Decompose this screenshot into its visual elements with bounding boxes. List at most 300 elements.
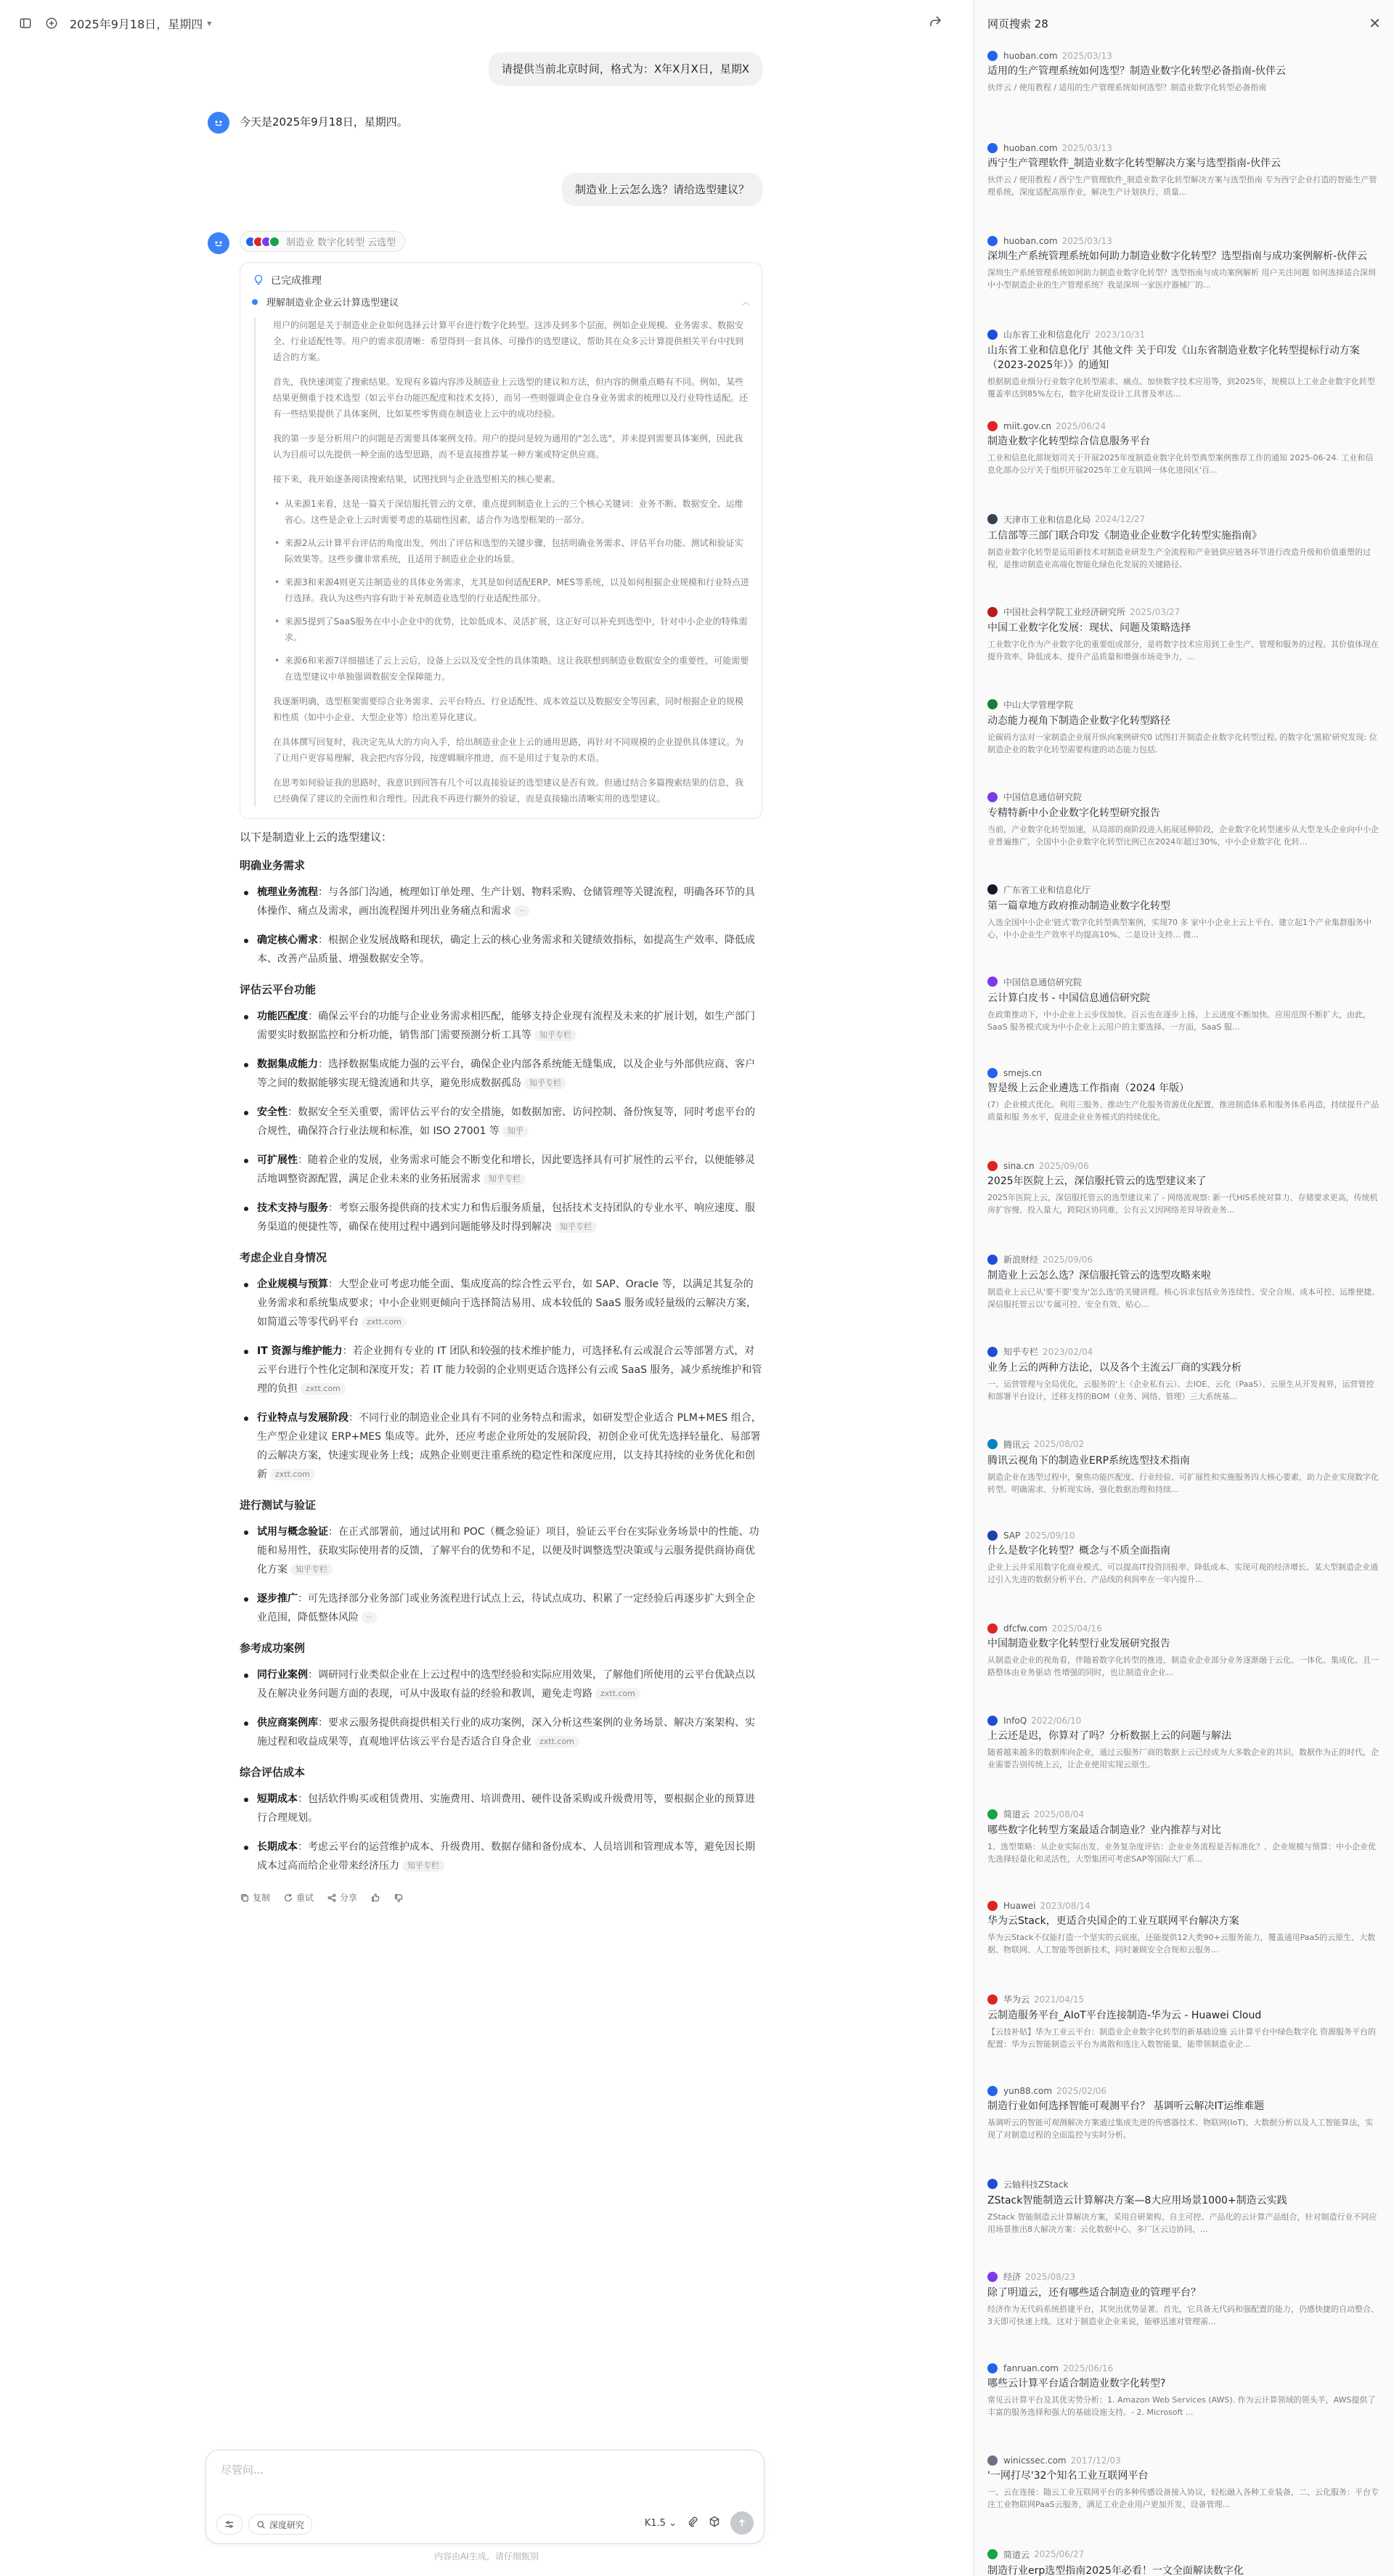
search-result-card[interactable] <box>974 601 1394 693</box>
result-snippet: 工业和信息化部规划司关于开展2025年度制造业数字化转型典型案例推荐工作的通知 2025-06-24. 工业和信息化部办公厅关于组织开展2025年工业互联网一体化进园区'百... <box>987 452 1374 475</box>
search-result-card[interactable] <box>974 46 1394 139</box>
search-result-card[interactable] <box>974 2266 1394 2358</box>
answer-item-head: 功能匹配度 <box>257 1011 308 1022</box>
attachment-icon[interactable] <box>687 2516 698 2530</box>
result-source <box>987 421 1381 431</box>
result-snippet: 一、云在连接：随云工业互联网平台的多种传感设备接入协议，轻松融入各种工业装备，二、云化服务：平台专注工业物联网PaaS云服务，满足工业企业用户更加开发、设备管理... <box>987 2487 1379 2510</box>
result-site-name: huoban.com <box>1003 235 1058 246</box>
result-snippet: 深圳生产系统管理系统如何助力制造业数字化转型？选型指南与成功案例解析 用户关注问题 如何选择适合深圳中小型制造企业的生产管理系统？我是深圳一家医疗器械厂的... <box>987 267 1376 290</box>
copy-button[interactable] <box>240 1891 270 1904</box>
answer-item-head: 数据集成能力 <box>257 1059 318 1070</box>
result-site-name: 简道云 <box>1003 1809 1030 1820</box>
answer-list <box>240 1523 762 1627</box>
search-result-card[interactable] <box>974 324 1394 416</box>
result-date: 2022/06/10 <box>1031 1716 1082 1727</box>
web-search-panel <box>974 0 1394 2576</box>
search-result-card[interactable] <box>974 879 1394 971</box>
result-title[interactable]: 云计算白皮书 - 中国信息通信研究院 <box>987 992 1150 1004</box>
citation-tag[interactable]: 知乎专栏 <box>290 1564 333 1576</box>
result-date: 2025/03/27 <box>1130 606 1181 617</box>
result-site-name: smejs.cn <box>1003 1068 1042 1079</box>
sliders-icon <box>224 2519 235 2530</box>
result-snippet: 常见云计算平台及其优劣势分析：1. Amazon Web Services (AWS). 作为云计算领域的领头羊，AWS提供了丰富的服务选择和强大的基础设施支持。- 2. Microsoft ... <box>987 2394 1376 2417</box>
sidebar-toggle-icon[interactable] <box>17 15 33 31</box>
result-source <box>987 1993 1381 2005</box>
result-snippet: 从制造业企业的视角看，伴随着数字化转型的推进，制造业企业部分业务逐渐融于云化、一体化、集成化、且一路整体由业务驱动 性增强的同时，也让制造业企业... <box>987 1655 1379 1677</box>
share-button[interactable] <box>327 1891 357 1904</box>
result-source <box>987 328 1381 341</box>
search-result-card[interactable] <box>974 509 1394 601</box>
answer-list-item <box>240 1790 762 1827</box>
result-date: 2024/12/27 <box>1095 514 1146 525</box>
citation-tag[interactable]: 知乎专栏 <box>534 1030 576 1041</box>
result-date: 2025/09/06 <box>1043 1254 1093 1265</box>
citation-tag[interactable]: 知乎专栏 <box>555 1221 597 1233</box>
result-source <box>987 1530 1381 1541</box>
refresh-icon <box>283 1893 293 1903</box>
thumbs-down-icon <box>394 1893 404 1903</box>
result-source <box>987 513 1381 526</box>
reasoning-bullet: • 来源6和来源7详细描述了云上云后，设备上云以及安全性的具体策略。这让我联想到制造业数据安全的重要性，可能需要在选型建议中单独强调数据安全保障能力。 <box>273 653 750 685</box>
search-result-card[interactable] <box>974 1711 1394 1803</box>
answer-item-head: 技术支持与服务 <box>257 1202 328 1214</box>
search-panel-header <box>974 0 1394 46</box>
share-icon[interactable] <box>928 15 944 30</box>
result-snippet: 基调听云的智能可观测解决方案通过集成先进的传感器技术、物联网(IoT)、大数据分析以及人工智能算法，实现了对制造过程的全面监控与实时分析。 <box>987 2117 1374 2140</box>
chevron-down-icon: ⌄ <box>669 2517 677 2529</box>
answer-list-item <box>240 1409 762 1484</box>
answer-item-text: ：调研同行业类似企业在上云过程中的选型经验和实际应用效果，了解他们所使用的云平台优缺点以及在解决业务问题方面的表现，可从中汲取有益的经验和教训，避免走弯路 <box>257 1669 755 1700</box>
user-message-text: 制造业上云怎么选？请给选型建议？ <box>562 173 762 206</box>
result-snippet: 2025年医院上云，深信服托管云的选型建议来了 - 网络流观察: 新一代HIS系统对算力、存储要求更高，传统机房扩容慢、投入量大，跨院区协同难，公有云又因网络差异导致业务... <box>987 1192 1378 1215</box>
reasoning-bullet: • 来源2从云计算平台评估的角度出发，列出了评估和选型的关键步骤，包括明确业务需求、评估平台功能、测试和验证实际效果等。这些步骤非常系统，且适用于制造业企业的场景。 <box>273 535 750 567</box>
result-date: 2025/09/10 <box>1024 1530 1075 1541</box>
result-date: 2023/08/14 <box>1040 1900 1091 1911</box>
result-title[interactable]: 2025年医院上云，深信服托管云的选型建议来了 <box>987 1175 1207 1187</box>
result-title[interactable]: 哪些云计算平台适合制造业数字化转型? <box>987 2377 1166 2389</box>
copy-icon <box>240 1893 250 1903</box>
thumbs-down-button[interactable] <box>394 1893 404 1903</box>
reasoning-content <box>254 317 750 807</box>
cube-icon[interactable] <box>709 2516 720 2530</box>
result-site-name: yun88.com <box>1003 2085 1053 2096</box>
send-button[interactable] <box>730 2511 754 2535</box>
site-favicon-icon <box>987 2363 998 2373</box>
answer-list-item <box>240 1055 762 1093</box>
assistant-avatar-icon <box>208 112 229 134</box>
result-title[interactable]: 西宁生产管理软件_制造业数字化转型解决方案与选型指南-伙伴云 <box>987 158 1281 170</box>
chevron-up-icon[interactable]: ︿ <box>741 297 750 307</box>
message-composer <box>205 2450 765 2544</box>
message-actions <box>240 1891 762 1904</box>
result-snippet: 1、选型策略：从企业实际出发、业务复杂度评估：企业业务流程是否标准化？、企业规模与预算：中小企业优先选择轻量化和灵活性，大型集团可考虑SAP等国际大厂系... <box>987 1842 1376 1864</box>
answer-body <box>240 857 762 1875</box>
result-title[interactable]: 哪些数字化转型方案最适合制造业？业内推荐与对比 <box>987 1825 1221 1837</box>
site-favicon-icon <box>987 1255 998 1265</box>
result-title[interactable]: 云制造服务平台_AIoT平台连接制造-华为云 - Huawei Cloud <box>987 2010 1262 2022</box>
site-favicon-icon <box>987 236 998 246</box>
result-site-name: 知乎专栏 <box>1003 1347 1039 1358</box>
result-title[interactable]: 中国工业数字化发展：现状、问题及策略选择 <box>987 622 1191 635</box>
thumbs-up-icon <box>370 1893 380 1903</box>
result-snippet: 论碳码方法对一家制造企业展开纵向案例研究0 试图打开制造企业数字化转型过程, 的数字化'黑箱'研究发现: 位制造企业的数字化转型需要构建的动态能力包括. <box>987 732 1377 754</box>
result-snippet: 入选全国中小企业'链式'数字化转型典型案例，实现70 多 家中小企业上云上平台、建立起1个产业集群服务中心，中小企业生产效率平均提高10%、二是设计支持... 微... <box>987 917 1372 939</box>
result-source <box>987 2086 1381 2096</box>
citation-tag[interactable]: zxtt.com <box>301 1383 346 1395</box>
result-date: 2017/12/03 <box>1070 2455 1121 2466</box>
answer-section-title: 进行测试与验证 <box>240 1499 317 1512</box>
answer-item-text: ：随着企业的发展，业务需求可能会不断变化和增长，因此要选择具有可扩展性的云平台，以便能够灵活地调整资源配置，满足企业未来的业务拓展需求 <box>257 1154 755 1185</box>
citation-tag[interactable]: zxtt.com <box>595 1688 640 1700</box>
answer-item-text: ：确保云平台的功能与企业业务需求相匹配，能够支持企业现有流程及未来的扩展计划，如生产部门需要实时数据监控和分析功能，销售部门需要预测分析工具等 <box>257 1011 755 1041</box>
search-keywords: 制造业 数字化转型 云选型 <box>286 237 396 248</box>
search-result-card[interactable] <box>974 1803 1394 1896</box>
ai-disclaimer: 内容由AI生成，请仔细甄别 <box>434 2551 539 2561</box>
result-title[interactable]: 制造业上云怎么选？深信服托管云的选型攻略来啦 <box>987 1270 1211 1282</box>
answer-item-text: ：不同行业的制造业企业具有不同的业务特点和需求，如研发型企业适合 PLM+MES 组合，生产型企业建议 ERP+MES 集成等。此外，还应考虑企业所处的发展阶段，初创企业可优先选择轻量化、易部署的云解决方案，快速实现业务上线；成熟企业则更注重系统的稳定性和深度应用，以支持其持续的业务优化和创新 <box>257 1412 762 1480</box>
citation-tag[interactable]: 知乎专栏 <box>484 1173 526 1185</box>
user-message <box>211 52 762 86</box>
result-source <box>987 791 1381 803</box>
user-message-text: 请提供当前北京时间，格式为：X年X月X日，星期X <box>489 52 762 86</box>
answer-item-head: 行业特点与发展阶段 <box>257 1412 348 1424</box>
answer-list <box>240 883 762 969</box>
result-source <box>987 51 1381 61</box>
reasoning-bullet: • 来源3和来源4则更关注制造业的具体业务需求，尤其是如何适配ERP、MES等系统，以及如何根据企业规模和行业特点进行选择。我认为这些内容有助于补充制造业选型的行业适配性部分。 <box>273 574 750 606</box>
result-source <box>987 1161 1381 1171</box>
result-source <box>987 1253 1381 1265</box>
answer-item-text: ：在正式部署前，通过试用和 POC（概念验证）项目，验证云平台在实际业务场景中的性能、功能和易用性，获取实际使用者的反馈，了解平台的优势和不足，以便及时调整选型决策或与云服务提供商协商优化方案 <box>257 1526 759 1576</box>
model-selector[interactable] <box>645 2518 677 2529</box>
answer-item-text: ：选择数据集成能力强的云平台，确保企业内部各系统能无缝集成，以及企业与外部供应商、客户等之间的数据能够实现无缝流通和共享，避免形成数据孤岛 <box>257 1059 755 1089</box>
search-result-card[interactable] <box>974 786 1394 879</box>
result-snippet: ZStack 智能制造云计算解决方案，采用自研架构、自主可控、产品化的云计算产品组合，针对制造行业不同应用场景推出8大解决方案：云化数据中心、多厂区云边协同、... <box>987 2212 1377 2234</box>
message-thread <box>211 52 762 1904</box>
site-favicon-icon <box>987 607 998 617</box>
result-source <box>987 1901 1381 1911</box>
search-result-card[interactable] <box>974 1249 1394 1341</box>
result-source <box>987 606 1381 618</box>
result-snippet: 企业上云并采用数字化商业模式、可以提高IT投资回报率、降低成本、实现可观的经济增长。某大型制造企业通过引入先进的数据分析平台、产品线的利润率在一年内提升... <box>987 1562 1378 1585</box>
answer-item-head: 可扩展性 <box>257 1154 298 1166</box>
answer-list <box>240 1790 762 1875</box>
result-title[interactable]: 动态能力视角下制造企业数字化转型路径 <box>987 714 1170 727</box>
result-site-name: 中国信息通信研究院 <box>1003 792 1083 803</box>
answer-list-item <box>240 1151 762 1189</box>
result-source <box>987 1345 1381 1358</box>
chevron-down-icon[interactable]: ▾ <box>207 18 212 28</box>
answer-list-item <box>240 931 762 969</box>
result-site-name: 经济 <box>1003 2272 1022 2283</box>
result-site-name: 山东省工业和信息化厅 <box>1003 330 1091 341</box>
result-snippet: 根据制造业细分行业数字化转型需求、痛点、加快数字技术应用等，到2025年，规模以上工业企业数字化转型覆盖率达到85%左右，数字化研发设计工具普及率达... <box>987 377 1375 399</box>
reasoning-paragraph: 在思考如何验证我的思路时，我意识到回答有几个可以直接验证的选型建议是否有效。但通过结合多篇搜索结果的信息，我已经确保了建议的全面性和合理性。因此我不再进行额外的验证，而是直接输出清晰实用的选型建议。 <box>273 778 744 804</box>
answer-list <box>240 1666 762 1751</box>
result-title[interactable]: '一网打尽'32个知名工业互联网平台 <box>987 2470 1149 2482</box>
result-title[interactable]: 专精特新中小企业数字化转型研究报告 <box>987 807 1160 820</box>
site-favicon-icon <box>987 514 998 524</box>
reasoning-bullet: • 来源5提到了SaaS服务在中小企业中的优势，比如低成本、灵活扩展，这正好可以补充到选型中，针对中小企业的特殊需求。 <box>273 614 750 645</box>
site-favicon-icon <box>987 1994 998 2005</box>
reasoning-paragraph: 我逐渐明确，选型框架需要综合业务需求、云平台特点、行业适配性、成本效益以及数据安全等因素，同时根据企业的规模和性质（如中小企业、大型企业等）给出差异化建议。 <box>273 696 744 722</box>
site-favicon-icon <box>987 143 998 153</box>
answer-section-title: 参考成功案例 <box>240 1642 306 1655</box>
result-title[interactable]: 除了明道云，还有哪些适合制造业的管理平台？ <box>987 2287 1201 2299</box>
site-favicon-icon <box>987 330 998 340</box>
answer-section-title: 明确业务需求 <box>240 859 306 872</box>
search-result-card[interactable] <box>974 1157 1394 1249</box>
site-favicon-icon <box>987 2086 998 2096</box>
message-input[interactable] <box>221 2462 743 2491</box>
result-title[interactable]: 深圳生产系统管理系统如何助力制造业数字化转型？选型指南与成功案例解析-伙伴云 <box>987 250 1368 262</box>
result-title[interactable]: 工信部等三部门联合印发《制造业企业数字化转型实施指南》 <box>987 529 1262 542</box>
result-site-name: Huawei <box>1003 1900 1036 1911</box>
reasoning-paragraph: 在具体撰写回复时，我决定先从大的方向入手，给出制造业企业上云的通用思路，再针对不同规模的企业提供具体建议。为了让用户更容易理解，我会把内容分段，按逻辑顺序推进，而不是用过于复杂的术语。 <box>273 737 744 763</box>
result-title[interactable]: 第一篇章地方政府推动制造业数字化转型 <box>987 900 1170 912</box>
search-result-card[interactable] <box>974 1619 1394 1711</box>
result-title[interactable]: 适用的生产管理系统如何选型？制造业数字化转型必备指南-伙伴云 <box>987 65 1287 77</box>
search-result-card[interactable] <box>974 1434 1394 1526</box>
answer-list-item <box>240 1589 762 1627</box>
retry-label: 重试 <box>296 1893 314 1903</box>
search-result-card[interactable] <box>974 2174 1394 2266</box>
result-site-name: 简道云 <box>1003 2549 1030 2560</box>
answer-item-head: 短期成本 <box>257 1793 298 1805</box>
search-result-card[interactable] <box>974 417 1394 509</box>
result-title[interactable]: 业务上云的两种方法论，以及各个主流云厂商的实践分析 <box>987 1362 1242 1374</box>
site-favicon-icon <box>987 1161 998 1171</box>
result-date: 2025/04/16 <box>1051 1623 1102 1634</box>
search-results-list <box>974 46 1394 2576</box>
reasoning-bullet: • 从来源1来看，这是一篇关于深信服托管云的文章，重点提到制造业上云的三个核心关键词：业务不断、数据安全、运维省心。这些是企业上云时需要考虑的基础性因素，适合作为选型框架的一部分。 <box>273 496 750 528</box>
user-message <box>211 173 762 206</box>
result-title[interactable]: 什么是数字化转型？概念与不质全面指南 <box>987 1545 1170 1557</box>
search-result-card[interactable] <box>974 2451 1394 2543</box>
answer-section-title: 评估云平台功能 <box>240 983 317 996</box>
site-favicon-icon <box>987 421 998 431</box>
result-source <box>987 2178 1381 2190</box>
lightbulb-icon <box>252 274 265 287</box>
answer-item-head: 确定核心需求 <box>257 934 318 946</box>
result-source <box>987 2270 1381 2283</box>
result-source <box>987 2548 1381 2561</box>
result-site-name: fanruan.com <box>1003 2363 1059 2373</box>
search-result-card[interactable] <box>974 139 1394 231</box>
share-icon <box>327 1893 337 1903</box>
site-favicon-icon <box>987 884 998 894</box>
result-source <box>987 143 1381 153</box>
answer-list-item <box>240 1666 762 1703</box>
result-snippet: 制造业上云已从'要不要'变为'怎么选'的关键讲理。核心诉求包括业务连续性、安全合规、成本可控、运维便捷。深信服托管云以'专属可控、安全有效、贴心... <box>987 1287 1380 1310</box>
result-title[interactable]: 制造业数字化转型综合信息服务平台 <box>987 435 1150 447</box>
reasoning-title: 已完成推理 <box>271 275 322 287</box>
result-date: 2025/08/04 <box>1034 1809 1085 1819</box>
site-favicon-icon <box>987 977 998 987</box>
site-favicon-icon <box>987 1347 998 1357</box>
result-snippet: 在政策推动下，中小企业上云步伐加快。百云也在逐步上扬，上云进度不断加快。应用范围不断扩大，由此，SaaS 服务模式成为中小企业上云用户的主要选择。一方面，SaaS 服... <box>987 1009 1371 1032</box>
answer-list-item <box>240 1199 762 1236</box>
site-favicon-icon <box>987 1809 998 1819</box>
answer-item-text: ：要求云服务提供商提供相关行业的成功案例，深入分析这些案例的业务场景、解决方案架构、实施过程和收益成果等，直观地评估该云平台是否适合自身企业 <box>257 1717 755 1748</box>
result-title[interactable]: 中国制造业数字化转型行业发展研究报告 <box>987 1637 1170 1650</box>
search-result-card[interactable] <box>974 2082 1394 2174</box>
search-sources-chip[interactable] <box>240 231 405 252</box>
result-date: 2023/10/31 <box>1095 329 1146 340</box>
reasoning-header[interactable] <box>252 273 750 288</box>
search-result-card[interactable] <box>974 1989 1394 2081</box>
search-result-card[interactable] <box>974 1064 1394 1156</box>
copy-label: 复制 <box>253 1893 271 1903</box>
result-date: 2025/03/13 <box>1061 51 1112 61</box>
result-snippet: 一、运营管理与全局优化，云服务的'上（企业私有云）、去IOE、云化（PaaS）、云原生从开发视界，运营管控和部署平台设计，迁移支持的BOM（业务、网络、管理）三大系统基... <box>987 1379 1374 1402</box>
result-date: 2025/06/16 <box>1063 2363 1114 2373</box>
assistant-message <box>211 112 762 132</box>
answer-list-item <box>240 1523 762 1579</box>
result-source <box>987 976 1381 988</box>
result-site-name: 华为云 <box>1003 1994 1030 2005</box>
arrow-up-icon <box>737 2518 747 2528</box>
answer-item-head: 同行业案例 <box>257 1669 308 1681</box>
citation-tag[interactable]: ·· <box>514 905 529 917</box>
result-site-name: 中国信息通信研究院 <box>1003 977 1083 987</box>
result-title[interactable]: 智是级上云企业遴选工作指南（2024 年版） <box>987 1083 1190 1095</box>
result-site-name: 云轴科技ZStack <box>1003 2179 1069 2190</box>
result-site-name: sina.cn <box>1003 1160 1035 1171</box>
search-result-card[interactable] <box>974 971 1394 1064</box>
reasoning-paragraph: 接下来，我开始逐条阅读搜索结果，试图找到与企业选型相关的核心要素。 <box>273 474 561 484</box>
answer-list-item <box>240 1275 762 1332</box>
result-source <box>987 2363 1381 2373</box>
answer-item-text: ：大型企业可考虑功能全面、集成度高的综合性云平台，如 SAP、Oracle 等，以满足其复杂的业务需求和系统集成要求；中小企业则更倾向于选择简洁易用、成本较低的 SaaS 服务或轻量级的云解决方案，如简道云等零代码平台 <box>257 1279 757 1328</box>
result-site-name: 天津市工业和信息化局 <box>1003 514 1091 525</box>
result-snippet: 当前，产业数字化转型加速，从局部的商阶段进入拓展延伸阶段，企业数字化转型速步从大型龙头企业向中小企业普遍推广，全国中小企业数字化转型比例已在2024年超过30%，中小企业数字化 化转... <box>987 825 1379 847</box>
retry-button[interactable] <box>283 1891 314 1904</box>
site-favicon-icon <box>987 2272 998 2282</box>
result-site-name: 新浪财经 <box>1003 1255 1039 1265</box>
answer-item-text: ：根据企业发展战略和现状，确定上云的核心业务需求和关键绩效指标，如提高生产效率、降低成本、改善产品质量、增强数据安全等。 <box>257 934 755 965</box>
tools-button[interactable] <box>216 2514 242 2535</box>
thumbs-up-button[interactable] <box>370 1893 380 1903</box>
answer-item-head: 长期成本 <box>257 1841 298 1853</box>
result-title[interactable]: 腾讯云视角下的制造业ERP系统选型技术指南 <box>987 1454 1191 1467</box>
citation-tag[interactable]: zxtt.com <box>534 1736 579 1748</box>
result-title[interactable]: 上云还是迟，你算对了吗？分析数据上云的问题与解法 <box>987 1730 1231 1743</box>
search-result-card[interactable] <box>974 2359 1394 2451</box>
site-favicon-icon <box>987 2549 998 2559</box>
favicon-icon <box>269 236 280 248</box>
search-result-card[interactable] <box>974 2544 1394 2576</box>
result-source <box>987 1438 1381 1451</box>
result-source <box>987 2455 1381 2466</box>
result-source <box>987 1808 1381 1820</box>
model-name: K1.5 <box>644 2517 666 2529</box>
reasoning-step-label: 理解制造业企业云计算选型建议 <box>266 298 399 309</box>
reasoning-step[interactable] <box>252 295 750 309</box>
result-snippet: (7）企业模式优化。利用三服务、推动生产化服务资源优化配置，推进制造体系和服务体系再造，持续提升产品质量和服 务水平，促进企业业务模式的持续优化。 <box>987 1100 1379 1122</box>
result-site-name: InfoQ <box>1003 1716 1027 1727</box>
site-favicon-icon <box>987 1901 998 1911</box>
result-title[interactable]: 山东省工业和信息化厅 其他文件 关于印发《山东省制造业数字化转型提标行动方案（2023-2025年）》的通知 <box>987 345 1360 372</box>
answer-section-title: 考虑企业自身情况 <box>240 1251 327 1264</box>
result-snippet: 制造业数字化转型是运用新技术对制造业研发生产全流程和产业链供应链各环节进行改造升级和价值重塑的过程，是推动制造业高端化智能化绿色化发展的关键路径。 <box>987 547 1371 569</box>
new-chat-icon[interactable] <box>44 15 60 31</box>
result-snippet: 制造企业在选型过程中，聚焦功能匹配度、行业经验、可扩展性和实施服务四大核心要素，助力企业实现数字化转型。明确需求、分析现实场、强化数据治理和持续... <box>987 1472 1379 1494</box>
result-snippet: 随着越来越多的数据库向企业，通过云服务厂商的数据上云已经成为大多数企业的共识。数据作为正的时代，企业需要告别传统上云，让企业使用实现云原生。 <box>987 1748 1379 1770</box>
answer-list-item <box>240 1103 762 1141</box>
result-site-name: 中山大学管理学院 <box>1003 699 1074 710</box>
search-result-card[interactable] <box>974 232 1394 324</box>
citation-tag[interactable]: ·· <box>362 1612 377 1623</box>
result-site-name: 中国社会科学院工业经济研究所 <box>1003 607 1126 618</box>
search-result-card[interactable] <box>974 1341 1394 1433</box>
citation-tag[interactable]: zxtt.com <box>362 1316 407 1328</box>
top-bar <box>0 0 973 46</box>
answer-section-title: 综合评估成本 <box>240 1766 306 1779</box>
result-site-name: 广东省工业和信息化厅 <box>1003 884 1091 895</box>
result-title[interactable]: 制造行业如何选择智能可观测平台？ 基调听云解决IT运维难题 <box>987 2100 1265 2112</box>
answer-item-text: ：数据安全至关重要，需评估云平台的安全措施，如数据加密、访问控制、备份恢复等，同时考虑平台的合规性，确保符合行业法规和标准，如 ISO 27001 等 <box>257 1106 755 1137</box>
result-date: 2025/02/06 <box>1056 2085 1107 2096</box>
citation-tag[interactable]: 知乎专栏 <box>402 1860 444 1872</box>
reasoning-paragraph: 我的第一步是分析用户的问题是否需要具体案例支持。用户的提问是较为通用的"怎么选"，并未提到需要具体案例，因此我认为目前可以先提供一种全面的选型思路，而不是直接推荐某一种方案或特定供应商。 <box>273 433 743 460</box>
assistant-message-text: 今天是2025年9月18日，星期四。 <box>240 115 408 129</box>
result-snippet: 【云技补贴】华为工业云平台：制造业企业数字化转型的新基础设施 云计算平台中绿色数字化 资源服务平台的配置：华为云智能制造云平台为离散和连注入数智能量，能带领制造业企... <box>987 2027 1376 2050</box>
result-title[interactable]: 制造行业erp选型指南2025年必看！一文全面解读数字化 <box>987 2564 1244 2576</box>
citation-tag[interactable]: 知乎 <box>502 1125 529 1137</box>
close-icon[interactable]: ✕ <box>1369 15 1381 32</box>
deep-research-button[interactable] <box>248 2514 312 2535</box>
answer-item-head: 逐步推广 <box>257 1593 298 1605</box>
site-favicon-icon <box>987 1439 998 1449</box>
result-snippet: 伙伴云 / 使用教程 / 西宁生产管理软件_制造业数字化转型解决方案与选型指南 专为西宁企业打造的智能生产管理系统，深度适配高原作业，解决生产计划执行、质量... <box>987 175 1377 197</box>
reasoning-paragraph: 首先，我快速浏览了搜索结果。发现有多篇内容涉及制造业上云选型的建议和方法，但内容的侧重点略有不同。例如，某些结果更侧重于技术选型（如云平台功能匹配度和技术支持），而另一些则强调企业自身业务需求的梳理以及行业特性适配。还有一些结果提供了具体案例，比如某些零售商在制造业上云中的成功经验。 <box>273 377 749 419</box>
result-date: 2025/03/13 <box>1061 143 1112 154</box>
site-favicon-icon <box>987 792 998 802</box>
answer-list <box>240 1275 762 1484</box>
answer-list-item <box>240 1007 762 1045</box>
result-snippet: 伙伴云 / 使用教程 / 适用的生产管理系统如何选型？制造业数字化转型必备指南 <box>987 83 1267 92</box>
answer-item-head: 安全性 <box>257 1106 288 1118</box>
conversation-title[interactable]: 2025年9月18日，星期四 <box>70 17 203 31</box>
result-site-name: winicssec.com <box>1003 2455 1067 2466</box>
answer-list-item <box>240 883 762 921</box>
citation-tag[interactable]: 知乎专栏 <box>524 1077 566 1089</box>
site-favicon-icon <box>987 1530 998 1541</box>
search-result-card[interactable] <box>974 1526 1394 1618</box>
site-favicon-icon <box>987 51 998 61</box>
site-favicon-icon <box>987 1623 998 1634</box>
result-title[interactable]: ZStack智能制造云计算解决方案—8大应用场景1000+制造云实践 <box>987 2194 1287 2206</box>
answer-item-text: ：与各部门沟通，梳理如订单处理、生产计划、物料采购、仓储管理等关键流程，明确各环节的具体操作、痛点及需求，画出流程图并列出业务痛点和需求 <box>257 886 755 917</box>
search-result-card[interactable] <box>974 1896 1394 1989</box>
result-source <box>987 884 1381 896</box>
result-date: 2025/03/13 <box>1061 235 1112 246</box>
site-favicon-icon <box>987 2179 998 2189</box>
citation-tag[interactable]: zxtt.com <box>270 1469 315 1480</box>
answer-item-text: ：包括软件购买或租赁费用、实施费用、培训费用、硬件设备采购或升级费用等，要根据企业的预算进行合理规划。 <box>257 1793 755 1824</box>
result-site-name: SAP <box>1003 1530 1021 1541</box>
search-result-card[interactable] <box>974 694 1394 786</box>
answer-item-text: ：考察云服务提供商的技术实力和售后服务质量，包括技术支持团队的专业水平、响应速度、服务渠道的便捷性等，确保在使用过程中遇到问题能够及时得到解决 <box>257 1202 755 1233</box>
result-site-name: miit.gov.cn <box>1003 420 1052 431</box>
search-panel-title: 网页搜索 28 <box>987 17 1048 30</box>
answer-item-head: 供应商案例库 <box>257 1717 318 1729</box>
result-title[interactable]: 华为云Stack，更适合央国企的工业互联网平台解决方案 <box>987 1915 1239 1927</box>
answer-list-item <box>240 1342 762 1398</box>
result-snippet: 工业数字化作为产业数字化的重要组成部分，是将数字技术应用到工业生产、管理和服务的过程。其价值体现在提升效率、降低成本、提升产品质量和增强市场竞争力，... <box>987 640 1379 662</box>
source-favicons <box>245 236 280 248</box>
site-favicon-icon <box>987 2455 998 2466</box>
